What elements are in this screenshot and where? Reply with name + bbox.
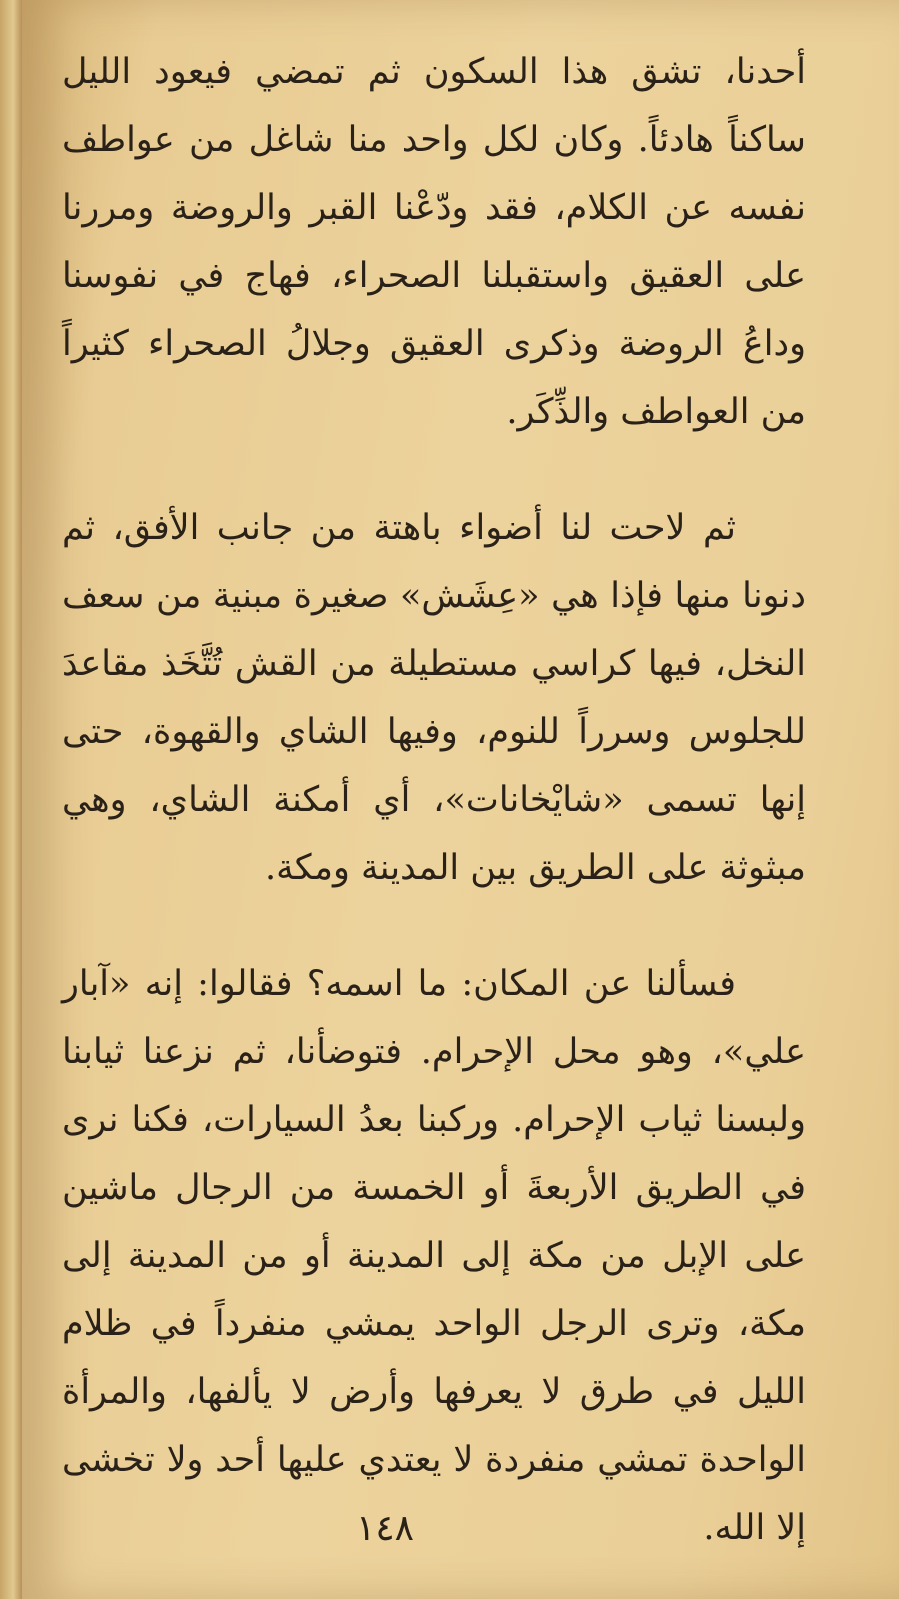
page-body bbox=[62, 38, 806, 1562]
paragraph-2: ثم لاحت لنا أضواء باهتة من جانب الأفق، ثم دنونا منها فإذا هي «عِشَش» صغيرة مبنية من سعف النخل، فيها كراسي مستطيلة من القش تُتَّخَذ مقاعدَ للجلوس وسرراً للنوم، وفيها الشاي والقهوة، حتى إنها تسمى «شايْخانات»، أي أمكنة الشاي، وهي مبثوثة على الطريق بين المدينة ومكة. bbox=[62, 508, 806, 888]
book-gutter bbox=[0, 0, 22, 1599]
paragraph-1: أحدنا، تشق هذا السكون ثم تمضي فيعود الليل ساكناً هادئاً. وكان لكل واحد منا شاغل من عواطف نفسه عن الكلام، فقد ودّعْنا القبر والروضة ومررنا على العقيق واستقبلنا الصحراء، فهاج في نفوسنا وداعُ الروضة وذكرى العقيق وجلالُ الصحراء كثيراً من العواطف والذِّكَر. bbox=[62, 52, 806, 432]
book-page bbox=[22, 0, 899, 1599]
paragraph-gap bbox=[62, 902, 806, 950]
page-number: ١٤٨ bbox=[355, 1508, 414, 1549]
paragraph-3: فسألنا عن المكان: ما اسمه؟ فقالوا: إنه «آبار علي»، وهو محل الإحرام. فتوضأنا، ثم نزعنا ثيابنا ولبسنا ثياب الإحرام. وركبنا بعدُ السيارات، فكنا نرى في الطريق الأربعةَ أو الخمسة من الرجال ماشين على الإبل من مكة إلى المدينة أو من المدينة إلى مكة، وترى الرجل الواحد يمشي منفرداً في ظلام الليل في طرق لا يعرفها وأرض لا يألفها، والمرأة الواحدة تمشي منفردة لا يعتدي عليها أحد ولا تخشى إلا الله. bbox=[62, 964, 806, 1548]
paragraph-gap bbox=[62, 446, 806, 494]
